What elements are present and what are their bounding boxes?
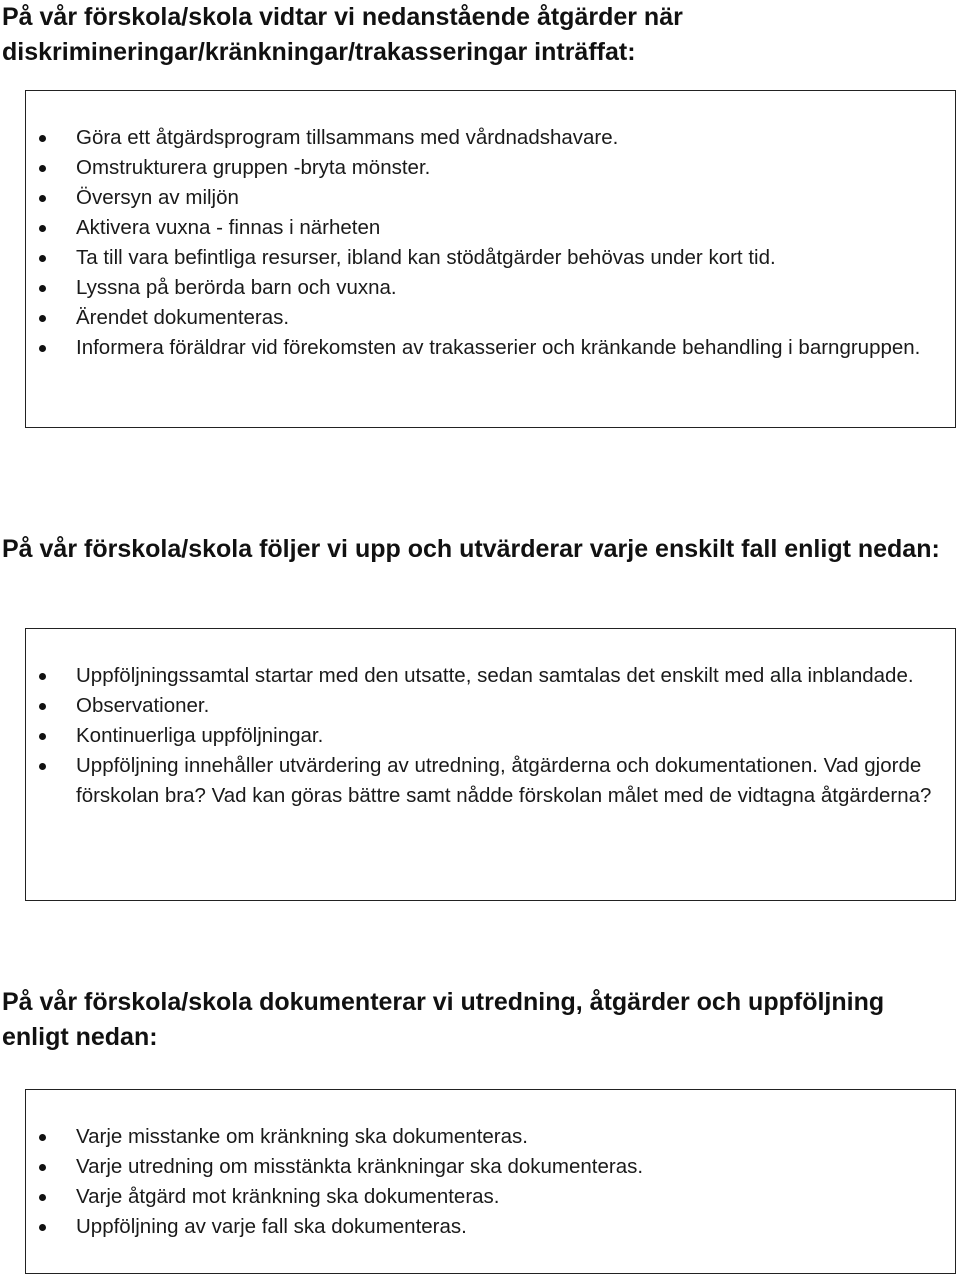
section-2-heading: På vår förskola/skola följer vi upp och utvärderar varje enskilt fall enligt nedan: xyxy=(2,535,940,563)
section-3-box xyxy=(25,1089,956,1274)
bullet-icon xyxy=(39,135,46,142)
list-item xyxy=(26,273,955,303)
list-item xyxy=(26,1212,955,1242)
list-item-text: Ta till vara befintliga resurser, ibland kan stödåtgärder behövas under kort tid. xyxy=(76,246,776,269)
section-2-list xyxy=(26,661,955,811)
list-item-text: Varje åtgärd mot kränkning ska dokumenteras. xyxy=(76,1185,500,1208)
list-item-text: Varje misstanke om kränkning ska dokumenteras. xyxy=(76,1125,528,1148)
list-item-text: Uppföljning av varje fall ska dokumenteras. xyxy=(76,1215,467,1238)
bullet-icon xyxy=(39,285,46,292)
list-item-text: Lyssna på berörda barn och vuxna. xyxy=(76,276,397,299)
bullet-icon xyxy=(39,345,46,352)
section-3-list xyxy=(26,1122,955,1242)
list-item xyxy=(26,153,955,183)
list-item xyxy=(26,303,955,333)
list-item xyxy=(26,123,955,153)
list-item-text: Informera föräldrar vid förekomsten av trakasserier och kränkande behandling i barngruppen. xyxy=(76,336,921,359)
section-1-list xyxy=(26,123,955,363)
list-item-text: Uppföljning innehåller utvärdering av utredning, åtgärderna och dokumentationen. Vad gjorde förskolan bra? Vad kan göras bättre samt nådde förskolan målet med de vidtagna åtgärderna? xyxy=(76,754,932,807)
list-item xyxy=(26,243,955,273)
list-item xyxy=(26,183,955,213)
bullet-icon xyxy=(39,1194,46,1201)
section-1-heading: På vår förskola/skola vidtar vi nedanstående åtgärder när diskrimineringar/kränkningar/trakasseringar inträffat: xyxy=(2,3,683,66)
list-item xyxy=(26,661,955,691)
list-item-text: Ärendet dokumenteras. xyxy=(76,306,290,329)
list-item-text: Varje utredning om misstänkta kränkningar ska dokumenteras. xyxy=(76,1155,644,1178)
list-item-text: Göra ett åtgärdsprogram tillsammans med vårdnadshavare. xyxy=(76,126,619,149)
list-item-text: Aktivera vuxna - finnas i närheten xyxy=(76,216,381,239)
bullet-icon xyxy=(39,1164,46,1171)
bullet-icon xyxy=(39,763,46,770)
list-item xyxy=(26,333,955,363)
list-item xyxy=(26,721,955,751)
list-item xyxy=(26,691,955,721)
bullet-icon xyxy=(39,703,46,710)
bullet-icon xyxy=(39,225,46,232)
bullet-icon xyxy=(39,315,46,322)
bullet-icon xyxy=(39,165,46,172)
list-item-text: Översyn av miljön xyxy=(76,186,239,209)
section-2-box xyxy=(25,628,956,901)
list-item-text: Kontinuerliga uppföljningar. xyxy=(76,724,324,747)
bullet-icon xyxy=(39,673,46,680)
bullet-icon xyxy=(39,1224,46,1231)
section-3-heading: På vår förskola/skola dokumenterar vi utredning, åtgärder och uppföljning enligt nedan: xyxy=(2,988,885,1051)
list-item xyxy=(26,1182,955,1212)
list-item-text: Observationer. xyxy=(76,694,210,717)
list-item-text: Omstrukturera gruppen -bryta mönster. xyxy=(76,156,431,179)
bullet-icon xyxy=(39,733,46,740)
list-item-text: Uppföljningssamtal startar med den utsatte, sedan samtalas det enskilt med alla inblandade. xyxy=(76,664,914,687)
bullet-icon xyxy=(39,195,46,202)
list-item xyxy=(26,1152,955,1182)
list-item xyxy=(26,751,955,811)
bullet-icon xyxy=(39,255,46,262)
section-1-box xyxy=(25,90,956,428)
list-item xyxy=(26,1122,955,1152)
list-item xyxy=(26,213,955,243)
bullet-icon xyxy=(39,1134,46,1141)
